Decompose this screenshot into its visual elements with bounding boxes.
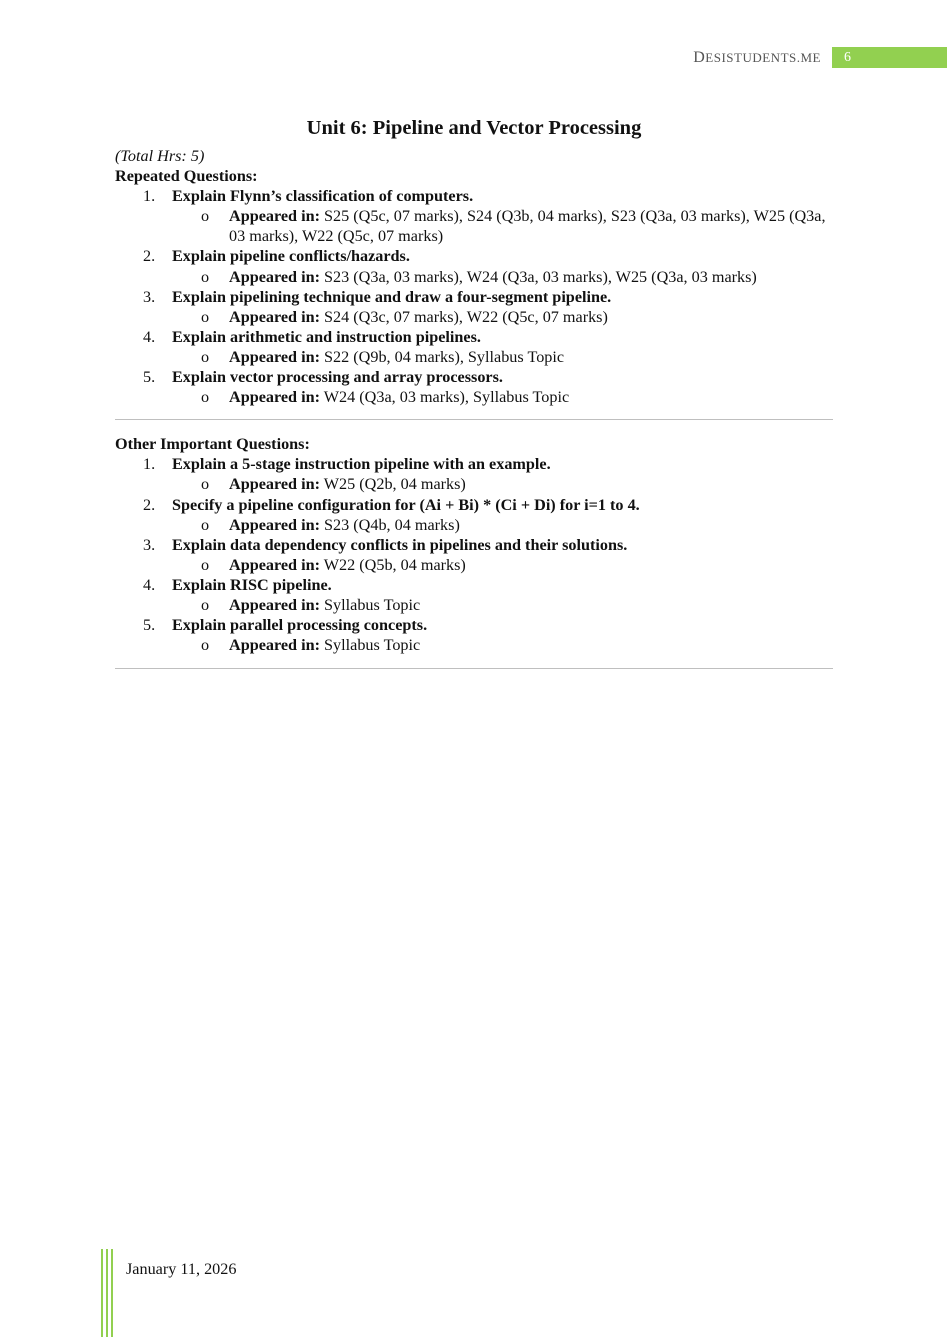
- appeared-line: o Appeared in: Syllabus Topic: [201, 636, 421, 655]
- footer-date: January 11, 2026: [126, 1260, 237, 1278]
- question-number: 1.: [143, 455, 156, 474]
- circle-bullet-icon: o: [201, 595, 210, 614]
- list-item: [115, 186, 833, 246]
- list-item: [115, 367, 833, 407]
- list-item: [115, 287, 833, 327]
- question-text: Explain RISC pipeline.: [172, 575, 332, 594]
- section-divider: [115, 668, 833, 669]
- appeared-value: S24 (Q3c, 07 marks), W22 (Q5c, 07 marks): [324, 307, 608, 326]
- repeated-questions-list: [115, 186, 833, 407]
- other-questions-list: [115, 454, 833, 655]
- appeared-line: o Appeared in: W22 (Q5b, 04 marks): [201, 555, 466, 574]
- appeared-value: Syllabus Topic: [324, 595, 421, 614]
- repeated-questions-heading: Repeated Questions:: [115, 167, 258, 186]
- appeared-value: W24 (Q3a, 03 marks), Syllabus Topic: [323, 388, 570, 407]
- document-body: [115, 114, 833, 683]
- appeared-line: o Appeared in: W25 (Q2b, 04 marks): [201, 475, 466, 494]
- question-number: 4.: [143, 575, 156, 594]
- page-title: Unit 6: Pipeline and Vector Processing: [306, 117, 642, 139]
- appeared-value: W22 (Q5b, 04 marks): [323, 555, 466, 574]
- appeared-line: o Appeared in: W24 (Q3a, 03 marks), Syllabus Topic: [201, 388, 570, 407]
- appeared-value: S22 (Q9b, 04 marks), Syllabus Topic: [324, 347, 565, 366]
- question-text: Explain Flynn’s classification of computers.: [172, 187, 474, 206]
- appeared-line: o Appeared in: S24 (Q3c, 07 marks), W22 (Q5c, 07 marks): [201, 307, 608, 326]
- question-number: 2.: [143, 495, 156, 514]
- appeared-value: Syllabus Topic: [324, 636, 421, 655]
- question-number: 4.: [143, 327, 156, 346]
- circle-bullet-icon: o: [201, 636, 210, 655]
- list-item: [115, 575, 833, 615]
- question-text: Explain parallel processing concepts.: [172, 616, 428, 635]
- question-number: 3.: [143, 535, 156, 554]
- list-item: [115, 454, 833, 494]
- appeared-line: o Appeared in: S23 (Q4b, 04 marks): [201, 515, 460, 534]
- question-number: 5.: [143, 616, 156, 635]
- circle-bullet-icon: o: [201, 307, 210, 326]
- circle-bullet-icon: o: [201, 267, 210, 286]
- question-text: Explain arithmetic and instruction pipelines.: [172, 327, 481, 346]
- circle-bullet-icon: o: [201, 207, 210, 226]
- appeared-value: W25 (Q2b, 04 marks): [323, 475, 466, 494]
- footer-accent-bars: [101, 1249, 115, 1337]
- appeared-line: o Appeared in: S23 (Q3a, 03 marks), W24 (Q3a, 03 marks), W25 (Q3a, 03 marks): [201, 267, 757, 286]
- other-questions-heading: Other Important Questions:: [115, 435, 310, 454]
- accent-bar: [111, 1249, 113, 1337]
- list-item: [115, 327, 833, 367]
- list-item: [115, 535, 833, 575]
- question-number: 3.: [143, 287, 156, 306]
- circle-bullet-icon: o: [201, 347, 210, 366]
- appeared-line: o Appeared in: Syllabus Topic: [201, 595, 421, 614]
- appeared-line: o Appeared in: S22 (Q9b, 04 marks), Syllabus Topic: [201, 347, 565, 366]
- question-text: Explain data dependency conflicts in pipelines and their solutions.: [172, 535, 628, 554]
- circle-bullet-icon: o: [201, 515, 210, 534]
- appeared-line: o Appeared in: S25 (Q5c, 07 marks), S24 (Q3b, 04 marks), S23 (Q3a, 03 marks), W25 (Q3a, 03 marks), W22 (Q5c, 07 marks): [201, 207, 826, 246]
- circle-bullet-icon: o: [201, 388, 210, 407]
- circle-bullet-icon: o: [201, 555, 210, 574]
- question-number: 2.: [143, 247, 156, 266]
- accent-bar: [101, 1249, 103, 1337]
- appeared-value: S25 (Q5c, 07 marks), S24 (Q3b, 04 marks), S23 (Q3a, 03 marks), W25 (Q3a, 03 marks), W22 (Q5c, 07 marks): [229, 207, 826, 246]
- list-item: [115, 246, 833, 286]
- list-item: [115, 495, 833, 535]
- question-text: Specify a pipeline configuration for (Ai + Bi) * (Ci + Di) for i=1 to 4.: [172, 495, 640, 514]
- question-number: 1.: [143, 187, 156, 206]
- site-name: DESISTUDENTS.ME: [693, 49, 821, 66]
- total-hours: (Total Hrs: 5): [115, 147, 205, 165]
- question-text: Explain pipelining technique and draw a four-segment pipeline.: [172, 287, 612, 306]
- question-number: 5.: [143, 368, 156, 387]
- question-text: Explain a 5-stage instruction pipeline with an example.: [172, 455, 551, 474]
- appeared-value: S23 (Q4b, 04 marks): [324, 515, 460, 534]
- question-text: Explain vector processing and array processors.: [172, 368, 503, 387]
- circle-bullet-icon: o: [201, 475, 210, 494]
- section-divider: [115, 419, 833, 420]
- accent-bar: [106, 1249, 108, 1337]
- page-number-badge: 6: [832, 47, 947, 68]
- appeared-value: S23 (Q3a, 03 marks), W24 (Q3a, 03 marks), W25 (Q3a, 03 marks): [324, 267, 757, 286]
- list-item: [115, 615, 833, 655]
- question-text: Explain pipeline conflicts/hazards.: [172, 247, 410, 266]
